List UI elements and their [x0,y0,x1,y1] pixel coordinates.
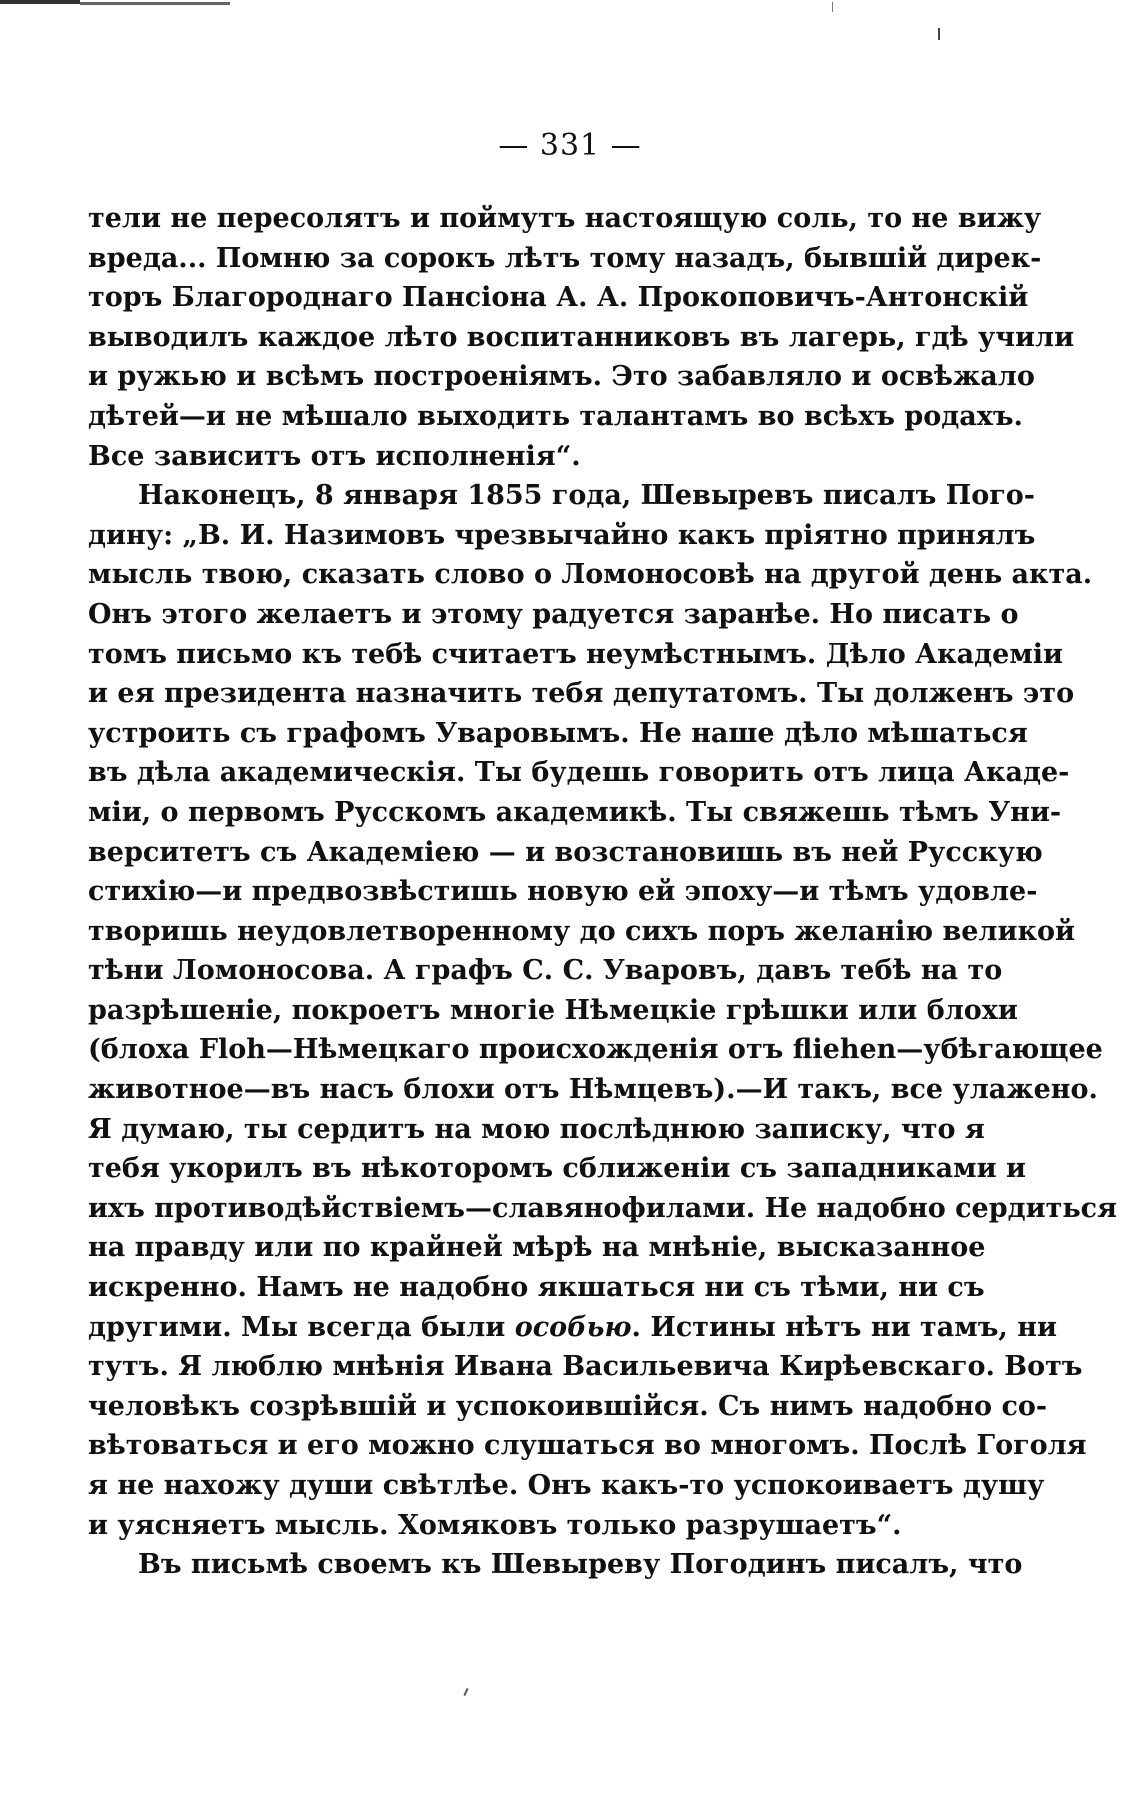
text-line: устроить съ графомъ Уваровымъ. Не наше дѣло мѣшаться [88,717,1028,749]
scan-artifact-top-left-rule [80,2,230,5]
text-line: и ружью и всѣмъ построеніямъ. Это забавляло и освѣжало [88,361,1035,393]
text-line: міи, о первомъ Русскомъ академикѣ. Ты свяжешь тѣмъ Уни- [88,796,1062,828]
text-line: вѣтоваться и его можно слушаться во многомъ. Послѣ Гоголя [88,1430,1087,1462]
text-line: разрѣшеніе, покроетъ многіе Нѣмецкіе грѣшки или блохи [88,994,1018,1026]
text-line: верситетъ съ Академіею — и возстановишь въ ней Русскую [88,836,1043,868]
text-line: въ дѣла академическія. Ты будешь говорить отъ лица Акаде- [88,757,1070,789]
italic-emphasis: особью [514,1311,632,1343]
body-text [88,199,1118,1585]
text-line: Наконецъ, 8 января 1855 года, Шевыревъ писалъ Пого- [138,480,1035,512]
text-line: творишь неудовлетворенному до сихъ поръ желанію великой [88,915,1076,947]
text-line: Въ письмѣ своемъ къ Шевыреву Погодинъ писалъ, что [138,1549,1023,1581]
text-line: и уясняетъ мысль. Хомяковъ только разрушаетъ“. [88,1509,902,1541]
text-line: дѣтей—и не мѣшало выходить талантамъ во всѣхъ родахъ. [88,400,1023,432]
text-line: ихъ противодѣйствіемъ—славянофилами. Не надобно сердиться [88,1192,1118,1224]
text-line: мысль твою, сказать слово о Ломоносовѣ на другой день акта. [88,559,1093,591]
scan-artifact-top-right [938,28,940,40]
scan-artifact-top-tick [832,2,833,12]
text-line: тутъ. Я люблю мнѣнія Ивана Васильевича Кирѣевскаго. Вотъ [88,1351,1083,1383]
text-line: человѣкъ созрѣвшій и успокоившійся. Съ нимъ надобно со- [88,1390,1048,1422]
text-line: торъ Благороднаго Пансіона А. А. Прокоповичъ-Антонскій [88,282,1029,314]
text-line: вреда... Помню за сорокъ лѣтъ тому назадъ, бывшій дирек- [88,242,1042,274]
page-number: — 331 — [498,128,642,163]
text-line: Я думаю, ты сердитъ на мою послѣднюю записку, что я [88,1113,985,1145]
text-line: на правду или по крайней мѣрѣ на мнѣніе, высказанное [88,1232,986,1264]
text-line: я не нахожу души свѣтлѣе. Онъ какъ-то успокоиваетъ душу [88,1470,1045,1501]
text-line: выводилъ каждое лѣто воспитанниковъ въ лагерь, гдѣ учили [88,321,1075,353]
text-line: (блоха Floh—Нѣмецкаго происхожденія отъ fliehen—убѣгающее [88,1034,1103,1066]
text-line-with-italic: другими. Мы всегда были особью. Истины нѣтъ ни тамъ, ни [88,1311,1058,1343]
text-line: Онъ этого желаетъ и этому радуется заранѣе. Но писать о [88,598,1019,630]
text-line: тѣни Ломоносова. А графъ С. С. Уваровъ, давъ тебѣ на то [88,955,1003,987]
text-line: дину: „В. И. Назимовъ чрезвычайно какъ пріятно принялъ [88,519,1036,551]
text-line: тебя укорилъ въ нѣкоторомъ сближеніи съ западниками и [88,1153,1027,1185]
scan-artifact-bottom [463,1688,468,1696]
text-line: стихію—и предвозвѣстишь новую ей эпоху—и тѣмъ удовле- [88,876,1038,908]
text-line: и ея президента назначить тебя депутатомъ. Ты долженъ это [88,678,1075,710]
text-line: животное—въ насъ блохи отъ Нѣмцевъ).—И такъ, все улажено. [88,1074,1098,1106]
text-line: искренно. Намъ не надобно якшаться ни съ тѣми, ни съ [88,1272,985,1304]
text-line: Все зависитъ отъ исполненія“. [88,440,581,472]
text-line: тели не пересолятъ и поймутъ настоящую соль, то не вижу [88,203,1042,234]
text-line: томъ письмо къ тебѣ считаетъ неумѣстнымъ. Дѣло Академіи [88,638,1064,670]
scan-artifact-top-left [0,0,80,10]
